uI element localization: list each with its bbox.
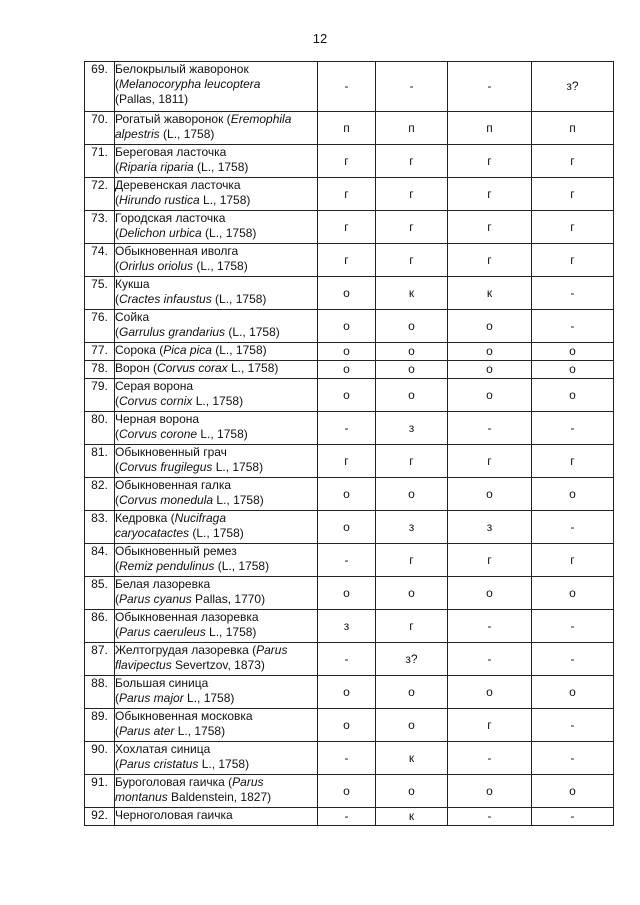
status-cell: о (318, 478, 376, 511)
species-name (115, 112, 318, 145)
status-cell: о (318, 577, 376, 610)
table-row (85, 676, 614, 709)
row-number: 78. (85, 361, 115, 379)
name-text: Кукша (115, 277, 150, 291)
status-cell: о (318, 709, 376, 742)
name-text: Рогатый жаворонок ( (115, 112, 231, 126)
latin-name: Nucifraga (174, 511, 227, 525)
status-cell: - (376, 62, 448, 112)
name-text: Сойка (115, 310, 150, 324)
status-cell: - (532, 277, 614, 310)
latin-name: Orirlus oriolus (119, 259, 194, 273)
name-text: ( (115, 292, 119, 306)
status-cell: г (532, 445, 614, 478)
status-cell: - (448, 643, 532, 676)
status-cell: о (448, 310, 532, 343)
status-cell: о (532, 775, 614, 808)
name-text: L., 1758) (199, 193, 251, 207)
latin-name: Corvus corax (156, 361, 228, 375)
species-name (115, 277, 318, 310)
status-cell: п (376, 112, 448, 145)
latin-name: Parus cyanus (119, 592, 192, 606)
status-cell: о (532, 343, 614, 361)
name-text: L., 1758) (227, 361, 279, 375)
status-cell: г (376, 244, 448, 277)
latin-name: Garrulus grandarius (119, 325, 226, 339)
row-number: 79. (85, 379, 115, 412)
name-text: Хохлатая синица (115, 742, 211, 756)
status-cell: г (376, 544, 448, 577)
species-name (115, 211, 318, 244)
table-row (85, 577, 614, 610)
status-cell: о (448, 478, 532, 511)
status-cell: - (448, 62, 532, 112)
table-row (85, 445, 614, 478)
row-number: 75. (85, 277, 115, 310)
latin-name: flavipectus (115, 658, 172, 672)
status-cell: о (376, 343, 448, 361)
name-text: ( (115, 325, 119, 339)
latin-name: Pica pica (163, 343, 212, 357)
status-cell: о (532, 577, 614, 610)
name-text: (L., 1758) (214, 559, 270, 573)
status-cell: з? (376, 643, 448, 676)
latin-name: caryocatactes (115, 526, 190, 540)
status-cell: г (318, 244, 376, 277)
status-cell: г (318, 178, 376, 211)
latin-name: Parus (256, 643, 288, 657)
status-cell: - (532, 310, 614, 343)
status-cell: о (376, 379, 448, 412)
row-number: 87. (85, 643, 115, 676)
latin-name: Delichon urbica (119, 226, 202, 240)
status-cell: п (448, 112, 532, 145)
status-cell: з (448, 511, 532, 544)
status-cell: о (318, 511, 376, 544)
table-row (85, 310, 614, 343)
table-row (85, 511, 614, 544)
name-text: ( (115, 625, 119, 639)
row-number: 80. (85, 412, 115, 445)
name-text: (L., 1758) (159, 127, 215, 141)
status-cell: о (318, 277, 376, 310)
status-cell: о (532, 676, 614, 709)
status-cell: - (318, 62, 376, 112)
table-row (85, 742, 614, 775)
row-number: 71. (85, 145, 115, 178)
name-text: Обыкновенный грач (115, 445, 227, 459)
status-cell: к (376, 808, 448, 826)
latin-name: Melanocorypha leucoptera (119, 77, 261, 91)
status-cell: з (318, 610, 376, 643)
table-row (85, 775, 614, 808)
name-text: (L., 1758) (193, 259, 248, 273)
status-cell: о (448, 676, 532, 709)
name-text: Обыкновенная московка (115, 709, 253, 723)
status-cell: - (318, 808, 376, 826)
row-number: 82. (85, 478, 115, 511)
status-cell: о (318, 361, 376, 379)
row-number: 69. (85, 62, 115, 112)
name-text: ( (115, 193, 119, 207)
status-cell: о (318, 343, 376, 361)
status-cell: - (532, 709, 614, 742)
species-name (115, 577, 318, 610)
status-cell: г (532, 145, 614, 178)
name-text: Обыкновенный ремез (115, 544, 237, 558)
latin-name: Eremophila (230, 112, 292, 126)
status-cell: г (532, 544, 614, 577)
name-text: (Pallas, 1811) (115, 92, 189, 106)
latin-name: Cractes infaustus (119, 292, 212, 306)
table-row (85, 709, 614, 742)
status-cell: - (532, 742, 614, 775)
status-cell: о (318, 379, 376, 412)
status-cell: г (532, 211, 614, 244)
status-cell: о (448, 343, 532, 361)
status-cell: г (448, 145, 532, 178)
name-text: Pallas, 1770) (191, 592, 266, 606)
status-cell: о (318, 310, 376, 343)
latin-name: Corvus frugilegus (119, 460, 213, 474)
table-row (85, 643, 614, 676)
name-text: L., 1758) (192, 394, 244, 408)
name-text: ( (115, 592, 119, 606)
status-cell: о (532, 361, 614, 379)
status-cell: о (376, 310, 448, 343)
status-cell: г (376, 610, 448, 643)
row-number: 88. (85, 676, 115, 709)
status-cell: г (448, 709, 532, 742)
name-text: Кедровка ( (115, 511, 175, 525)
latin-name: Parus (232, 775, 264, 789)
status-cell: о (376, 577, 448, 610)
latin-name: Parus caeruleus (119, 625, 206, 639)
name-text: Обыкновенная иволга (115, 244, 239, 258)
name-text: ( (115, 724, 119, 738)
species-name (115, 379, 318, 412)
status-cell: к (448, 277, 532, 310)
status-cell: г (448, 178, 532, 211)
name-text: ( (115, 259, 119, 273)
latin-name: Remiz pendulinus (119, 559, 215, 573)
species-name (115, 343, 318, 361)
latin-name: montanus (115, 790, 168, 804)
status-cell: к (376, 277, 448, 310)
latin-name: Parus major (119, 691, 184, 705)
name-text: (L., 1758) (211, 292, 267, 306)
name-text: Большая синица (115, 676, 209, 690)
name-text: L., 1758) (213, 493, 264, 507)
table-row (85, 379, 614, 412)
table-row (85, 145, 614, 178)
status-cell: - (448, 610, 532, 643)
table-row (85, 211, 614, 244)
latin-name: Riparia riparia (119, 160, 194, 174)
name-text: L., 1758) (183, 691, 235, 705)
name-text: Severtzov, 1873) (171, 658, 265, 672)
status-cell: - (532, 412, 614, 445)
status-cell: о (448, 379, 532, 412)
status-cell: - (532, 808, 614, 826)
status-cell: о (448, 577, 532, 610)
name-text: L., 1758) (198, 757, 250, 771)
species-name (115, 244, 318, 277)
name-text: ( (115, 559, 119, 573)
row-number: 85. (85, 577, 115, 610)
status-cell: з (376, 511, 448, 544)
status-cell: о (532, 379, 614, 412)
name-text: L., 1758) (197, 427, 248, 441)
status-cell: - (318, 412, 376, 445)
species-name (115, 742, 318, 775)
name-text: Обыкновенная галка (115, 478, 232, 492)
name-text: (L., 1758) (211, 343, 267, 357)
name-text: Белая лазоревка (115, 577, 211, 591)
name-text: Серая ворона (115, 379, 194, 393)
name-text: ( (115, 226, 119, 240)
status-cell: г (376, 145, 448, 178)
page-number: 12 (312, 31, 328, 46)
status-cell: - (318, 544, 376, 577)
latin-name: Corvus cornix (119, 394, 193, 408)
status-cell: г (318, 445, 376, 478)
name-text: (L., 1758) (193, 160, 249, 174)
table-row (85, 361, 614, 379)
row-number: 77. (85, 343, 115, 361)
row-number: 76. (85, 310, 115, 343)
latin-name: Corvus corone (119, 427, 198, 441)
status-cell: о (376, 775, 448, 808)
species-name (115, 62, 318, 112)
status-cell: - (448, 412, 532, 445)
name-text: ( (115, 427, 119, 441)
table-row (85, 277, 614, 310)
table-row (85, 343, 614, 361)
status-cell: о (318, 775, 376, 808)
name-text: ( (115, 460, 119, 474)
species-name (115, 361, 318, 379)
name-text: ( (115, 160, 119, 174)
species-name (115, 676, 318, 709)
status-cell: з (376, 412, 448, 445)
table-row (85, 178, 614, 211)
row-number: 72. (85, 178, 115, 211)
species-name (115, 775, 318, 808)
status-cell: о (448, 361, 532, 379)
status-cell: о (448, 775, 532, 808)
status-cell: о (376, 478, 448, 511)
status-cell: - (318, 742, 376, 775)
status-cell: - (532, 610, 614, 643)
species-name (115, 478, 318, 511)
status-cell: г (376, 445, 448, 478)
name-text: Обыкновенная лазоревка (115, 610, 259, 624)
table-row (85, 412, 614, 445)
status-cell: - (532, 511, 614, 544)
name-text: Черноголовая гаичка (115, 808, 233, 822)
species-name (115, 544, 318, 577)
status-cell: г (448, 544, 532, 577)
row-number: 90. (85, 742, 115, 775)
row-number: 81. (85, 445, 115, 478)
status-cell: о (376, 361, 448, 379)
status-cell: о (532, 478, 614, 511)
row-number: 83. (85, 511, 115, 544)
species-name (115, 643, 318, 676)
name-text: Ворон ( (115, 361, 157, 375)
status-cell: - (448, 808, 532, 826)
status-cell: г (448, 211, 532, 244)
name-text: Сорока ( (115, 343, 164, 357)
table-row (85, 478, 614, 511)
name-text: Городская ласточка (115, 211, 226, 225)
table-row (85, 544, 614, 577)
name-text: Белокрылый жаворонок (115, 62, 249, 76)
name-text: (L., 1758) (189, 526, 244, 540)
name-text: Береговая ласточка (115, 145, 227, 159)
status-cell: к (376, 742, 448, 775)
row-number: 84. (85, 544, 115, 577)
status-cell: г (376, 178, 448, 211)
name-text: Baldenstein, 1827) (167, 790, 272, 804)
row-number: 70. (85, 112, 115, 145)
row-number: 92. (85, 808, 115, 826)
table-row (85, 244, 614, 277)
species-name (115, 808, 318, 826)
species-name (115, 412, 318, 445)
name-text: ( (115, 757, 119, 771)
name-text: ( (115, 77, 119, 91)
name-text: L., 1758) (205, 625, 257, 639)
status-cell: г (318, 211, 376, 244)
name-text: ( (115, 691, 119, 705)
status-cell: г (532, 178, 614, 211)
status-cell: п (532, 112, 614, 145)
row-number: 89. (85, 709, 115, 742)
table-row (85, 112, 614, 145)
latin-name: alpestris (115, 127, 160, 141)
status-cell: - (532, 643, 614, 676)
status-cell: п (318, 112, 376, 145)
species-name (115, 145, 318, 178)
status-cell: г (318, 145, 376, 178)
species-name (115, 511, 318, 544)
name-text: Деревенская ласточка (115, 178, 241, 192)
name-text: ( (115, 493, 119, 507)
table-row (85, 610, 614, 643)
species-name (115, 610, 318, 643)
name-text: Буроголовая гаичка ( (115, 775, 233, 789)
status-cell: г (448, 244, 532, 277)
latin-name: Corvus monedula (119, 493, 214, 507)
row-number: 91. (85, 775, 115, 808)
name-text: ( (115, 394, 119, 408)
name-text: L., 1758) (174, 724, 226, 738)
latin-name: Parus ater (119, 724, 175, 738)
species-name (115, 709, 318, 742)
row-number: 73. (85, 211, 115, 244)
row-number: 74. (85, 244, 115, 277)
table-row (85, 808, 614, 826)
status-cell: - (448, 742, 532, 775)
status-cell: г (448, 445, 532, 478)
status-cell: - (318, 643, 376, 676)
name-text: L., 1758) (212, 460, 264, 474)
table-row (85, 62, 614, 112)
name-text: Черная ворона (115, 412, 200, 426)
species-name (115, 310, 318, 343)
name-text: Желтогрудая лазоревка ( (115, 643, 257, 657)
status-cell: г (532, 244, 614, 277)
latin-name: Hirundo rustica (119, 193, 200, 207)
status-cell: г (376, 211, 448, 244)
latin-name: Parus cristatus (119, 757, 199, 771)
name-text: (L., 1758) (201, 226, 257, 240)
status-cell: о (318, 676, 376, 709)
species-table (84, 61, 614, 826)
status-cell: о (376, 676, 448, 709)
status-cell: з? (532, 62, 614, 112)
row-number: 86. (85, 610, 115, 643)
species-name (115, 178, 318, 211)
status-cell: о (376, 709, 448, 742)
species-name (115, 445, 318, 478)
species-table-body (85, 62, 614, 826)
name-text: (L., 1758) (225, 325, 280, 339)
